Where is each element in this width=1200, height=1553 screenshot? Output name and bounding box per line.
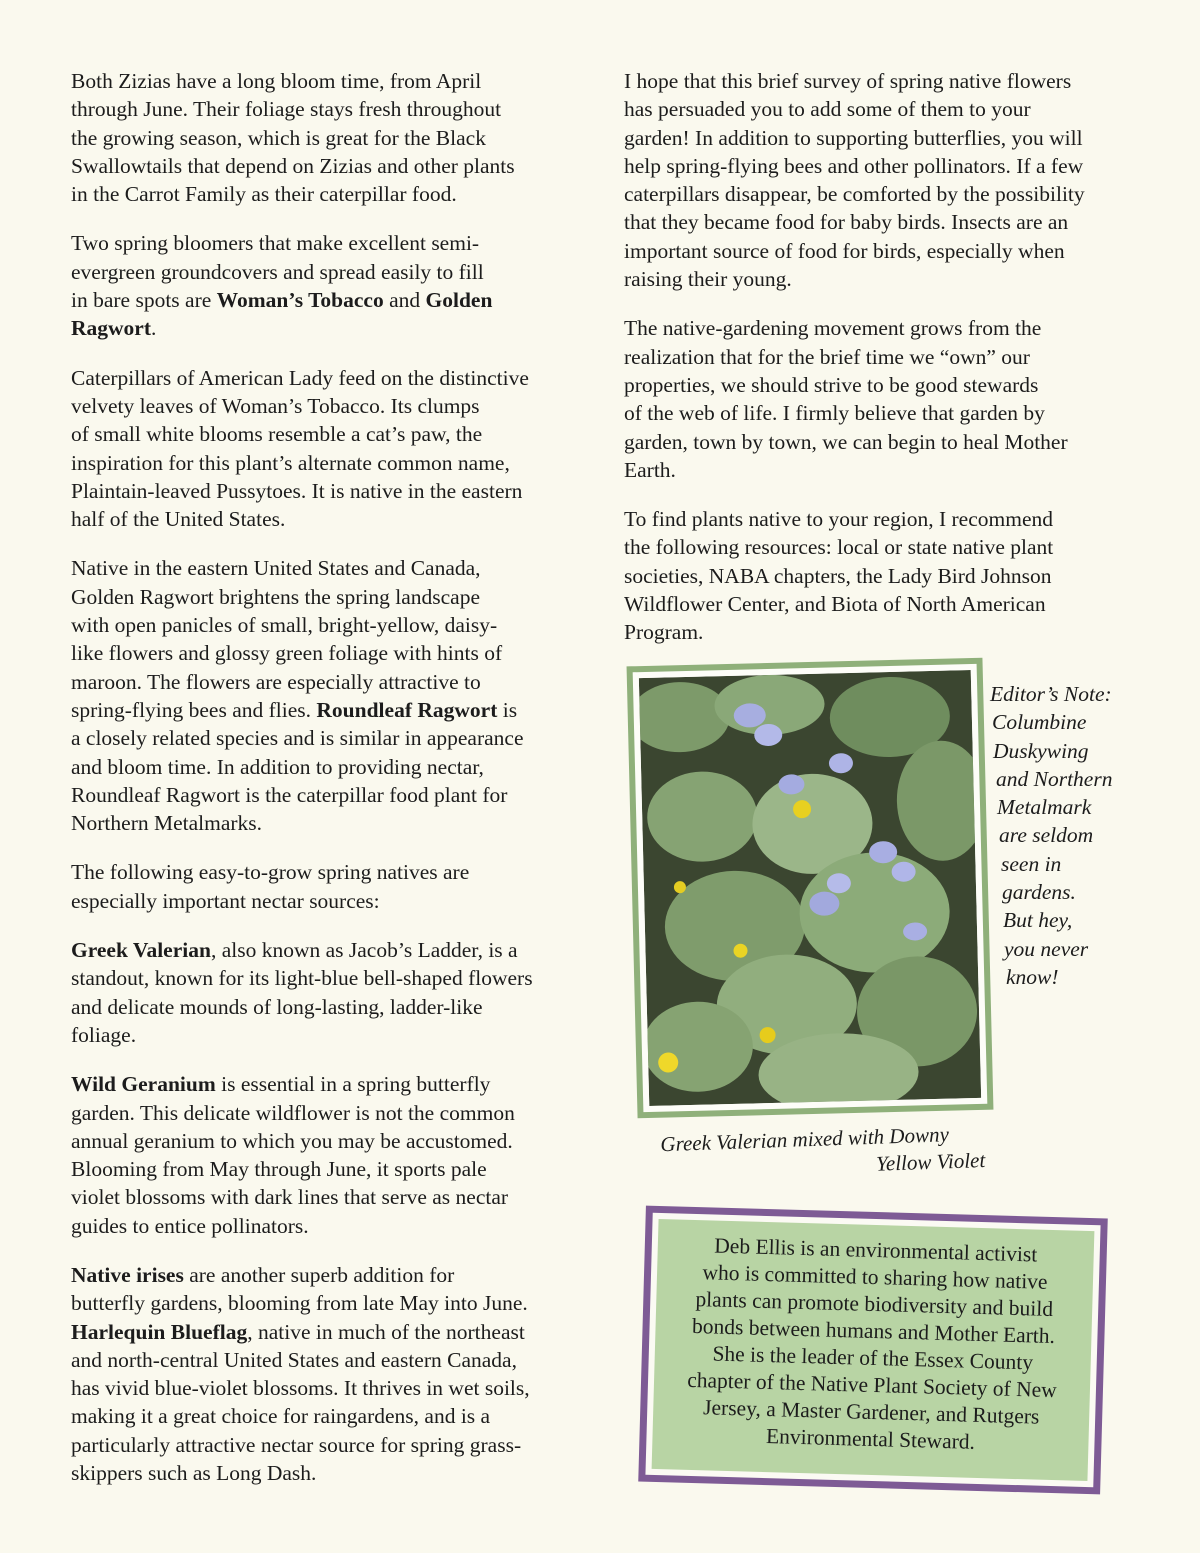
paragraph-zizias: Both Zizias have a long bloom time, from April through June. Their foliage stays fresh throughout the growing season, which is great for the Black Swallowtails that depend on Zizias and other plants in the Carrot Family as their caterpillar food.	[71, 69, 515, 207]
plant-photo	[639, 670, 981, 1106]
paragraph-nectar-sources: The following easy-to-grow spring natives are especially important nectar sources:	[71, 860, 470, 913]
plant-name-ragwort: Ragwort	[71, 316, 152, 341]
plant-name-greek-valerian: Greek Valerian	[71, 938, 211, 963]
plant-name-golden: Golden	[425, 288, 493, 313]
plant-name-harlequin-blueflag: Harlequin Blueflag	[71, 1319, 248, 1344]
paragraph-resources: To find plants native to your region, I recommend the following resources: local or state native plant societies, NABA chapters, the Lady Bird Johnson Wildflower Center, and Biota of North American Program.	[624, 507, 1054, 645]
plant-name-native-irises: Native irises	[71, 1262, 184, 1287]
plant-name-womans-tobacco: Woman’s Tobacco	[216, 288, 384, 313]
plant-photo-frame	[627, 658, 994, 1119]
paragraph-native-gardening: The native-gardening movement grows from the realization that for the brief time we “own” our properties, we should strive to be good stewards of the web of life. I firmly believe that garden by garden, town by town, we can begin to heal Mother Earth.	[624, 316, 1068, 482]
paragraph-survey: I hope that this brief survey of spring native flowers has persuaded you to add some of them to your garden! In addition to supporting butterflies, you will help spring-flying bees and other pollinators. If a few caterpillars disappear, be comforted by the possibility that they became food for baby birds. Insects are an important source of food for birds, especially when raising their young.	[624, 69, 1085, 292]
paragraph-groundcovers: Two spring bloomers that make excellent semi- evergreen groundcovers and spread easily to fill in bare spots are Woman’s Tobacco and Golden Ragwort.	[71, 231, 493, 341]
paragraph-greek-valerian: Greek Valerian, also known as Jacob’s Ladder, is a standout, known for its light-blue bell-shaped flowers and delicate mounds of long-lasting, ladder-like foliage.	[71, 938, 533, 1047]
paragraph-american-lady: Caterpillars of American Lady feed on the distinctive velvety leaves of Woman’s Tobacco. Its clumps of small white blooms resemble a cat’s paw, the inspiration for this plant’s alternate common name, Plaintain-leaved Pussytoes. It is native in the eastern half of the United States.	[71, 365, 529, 532]
paragraph-wild-geranium: Wild Geranium is essential in a spring butterfly garden. This delicate wildflower is not the common annual geranium to which you may be accustomed. Blooming from May through June, it sports pale violet blossoms with dark lines that serve as nectar guides to entice pollinators.	[71, 1072, 515, 1238]
author-bio-box	[638, 1206, 1108, 1495]
plant-name-wild-geranium: Wild Geranium	[71, 1072, 216, 1097]
left-column	[71, 67, 581, 1508]
photo-caption: Greek Valerian mixed with Downy Yellow Violet	[660, 1122, 986, 1176]
editor-note: Editor’s Note: Columbine Duskywing and Northern Metalmark are seldom seen in gardens. But hey, you never know!	[990, 682, 1113, 989]
plant-name-roundleaf-ragwort: Roundleaf Ragwort	[316, 697, 498, 722]
paragraph-native-irises: Native irises are another superb addition for butterfly gardens, blooming from late May into June. Harlequin Blueflag, native in much of the northeast and north-central United States and eastern Canada, has vivid blue-violet blossoms. It thrives in wet soils, making it a great choice for raingardens, and is a particularly attractive nectar source for spring grass- skippers such as Long Dash.	[71, 1262, 530, 1486]
author-bio: Deb Ellis is an environmental activist who is committed to sharing how native plants can promote biodiversity and build bonds between humans and Mother Earth. She is the leader of the Essex County chapter of the Native Plant Society of New Jersey, a Master Gardener, and Rutgers Environmental Steward.	[652, 1219, 1095, 1481]
paragraph-golden-ragwort: Native in the eastern United States and Canada, Golden Ragwort brightens the spring landscape with open panicles of small, bright-yellow, daisy- like flowers and glossy green foliage with hints of maroon. The flowers are especially attractive to spring-flying bees and flies. Roundleaf Ragwort is a closely related species and is similar in appearance and bloom time. In addition to providing nectar, Roundleaf Ragwort is the caterpillar food plant for Northern Metalmarks.	[71, 556, 524, 836]
right-column	[624, 67, 1134, 668]
